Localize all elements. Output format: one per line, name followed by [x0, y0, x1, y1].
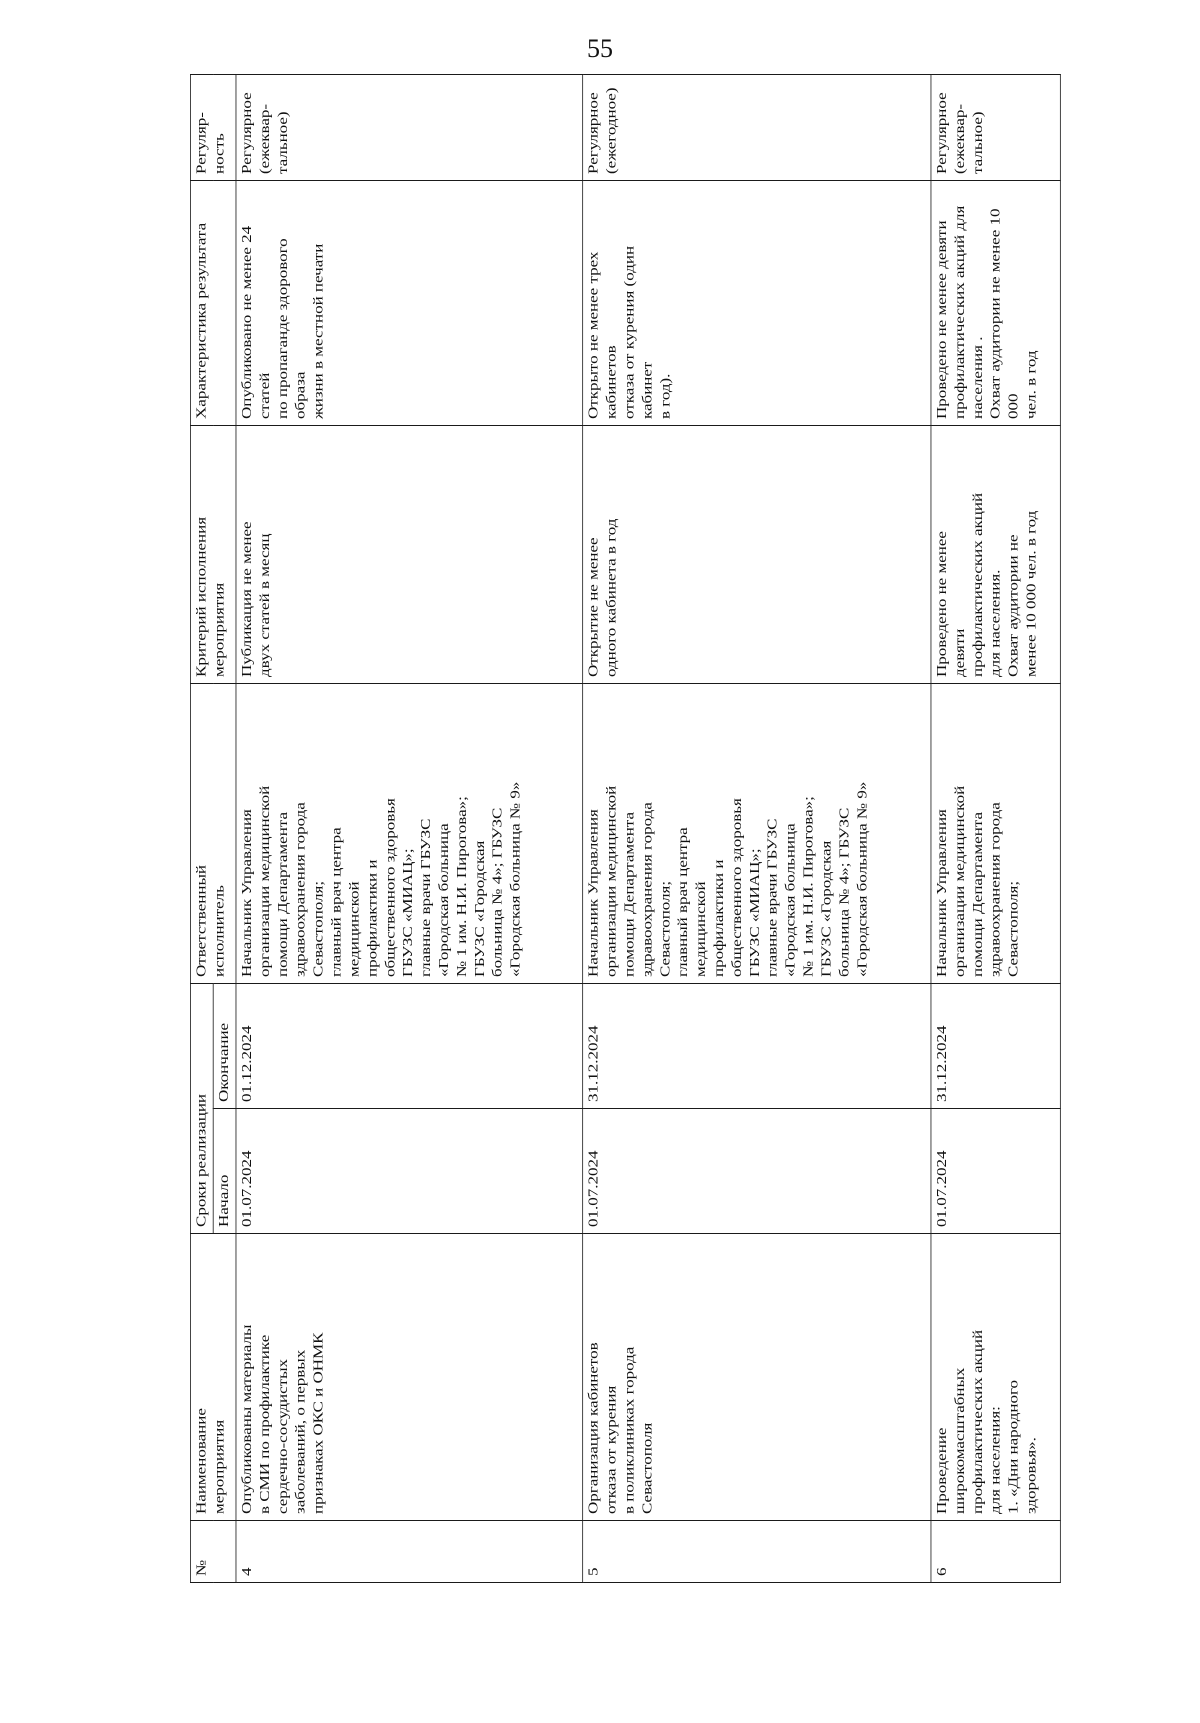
- header-name: Наименование мероприятия: [190, 1234, 236, 1521]
- cell-number: 4: [236, 1521, 583, 1583]
- cell-criterion: Открытие не менее одного кабинета в год: [583, 426, 931, 684]
- header-start: Начало: [213, 1109, 236, 1234]
- cell-responsible: Начальник Управления организации медицинской помощи Департамента здравоохранения города Севастополя; главный врач центра медицинской профилактики и общественного здоровья ГБУЗС «МИАЦ»; главные врачи ГБУЗС «Городская больница № 1 им. Н.И. Пирогова»; ГБУЗС «Городская больница № 4»; ГБУЗС «Городская больница № 9»: [236, 684, 583, 984]
- cell-end: 01.12.2024: [236, 984, 583, 1109]
- cell-end: 31.12.2024: [931, 984, 1060, 1109]
- cell-criterion: Публикация не менее двух статей в месяц: [236, 426, 583, 684]
- header-regularity: Регуляр- ность: [190, 75, 236, 181]
- table-row: [236, 75, 583, 1583]
- header-result: Характеристика результата: [190, 181, 236, 426]
- page-number: 55: [587, 34, 613, 63]
- cell-result: Проведено не менее девяти профилактических акций для населения . Охват аудитории не менее 10 000 чел. в год: [931, 181, 1060, 426]
- table-row: [931, 75, 1060, 1583]
- cell-start: 01.07.2024: [236, 1109, 583, 1234]
- rotated-table-container: [190, 75, 1060, 1583]
- cell-number: 6: [931, 1521, 1060, 1583]
- cell-start: 01.07.2024: [583, 1109, 931, 1234]
- activities-table: [190, 74, 1061, 1583]
- cell-regularity: Регулярное (ежегодное): [583, 75, 931, 181]
- cell-name: Организация кабинетов отказа от курения в поликлиниках города Севастополя: [583, 1234, 931, 1521]
- header-end: Окончание: [213, 984, 236, 1109]
- cell-end: 31.12.2024: [583, 984, 931, 1109]
- table-row: [583, 75, 931, 1583]
- cell-start: 01.07.2024: [931, 1109, 1060, 1234]
- cell-responsible: Начальник Управления организации медицинской помощи Департамента здравоохранения города Севастополя;: [931, 684, 1060, 984]
- cell-regularity: Регулярное (ежеквар- тальное): [931, 75, 1060, 181]
- cell-number: 5: [583, 1521, 931, 1583]
- header-responsible: Ответственный исполнитель: [190, 684, 236, 984]
- cell-result: Опубликовано не менее 24 статей по пропаганде здорового образа жизни в местной печати: [236, 181, 583, 426]
- cell-criterion: Проведено не менее девяти профилактических акций для населения. Охват аудитории не менее 10 000 чел. в год: [931, 426, 1060, 684]
- cell-name: Проведение широкомасштабных профилактических акций для населения: 1. «Дни народного здоровья».: [931, 1234, 1060, 1521]
- header-terms: Сроки реализации: [190, 984, 213, 1234]
- header-number: №: [190, 1521, 236, 1583]
- header-criterion: Критерий исполнения мероприятия: [190, 426, 236, 684]
- cell-regularity: Регулярное (ежеквар- тальное): [236, 75, 583, 181]
- cell-name: Опубликованы материалы в СМИ по профилактике сердечно-сосудистых заболеваний, о первых признаках ОКС и ОНМК: [236, 1234, 583, 1521]
- cell-result: Открыто не менее трех кабинетов отказа от курения (один кабинет в год).: [583, 181, 931, 426]
- cell-responsible: Начальник Управления организации медицинской помощи Департамента здравоохранения города Севастополя; главный врач центра медицинской профилактики и общественного здоровья ГБУЗС «МИАЦ»; главные врачи ГБУЗС «Городская больница № 1 им. Н.И. Пирогова»; ГБУЗС «Городская больница № 4»; ГБУЗС «Городская больница № 9»: [583, 684, 931, 984]
